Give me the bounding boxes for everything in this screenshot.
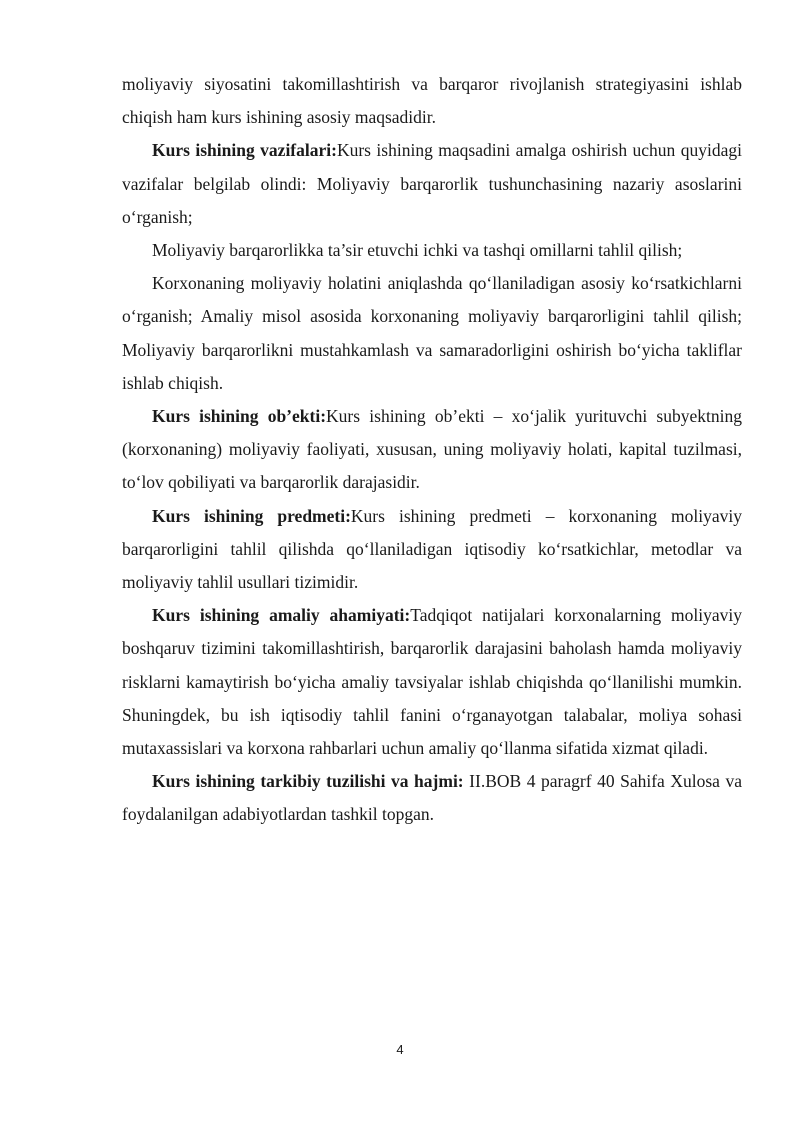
paragraph-subject <box>122 500 742 600</box>
paragraph-text: II.BOB 4 paragrf 40 Sahifa Xulosa va foydalanilgan adabiyotlardan tashkil topgan. <box>122 771 742 825</box>
paragraph-text: Tadqiqot natijalari korxonalarning moliyaviy boshqaruv tizimini takomillashtirish, barqarorlik darajasini baholash hamda moliyaviy risklarni kamaytirish bo‘yicha amaliy tavsiyalar ishlab chiqishda qo‘llanilishi mumkin. Shuningdek, bu ish iqtisodiy tahlil fanini o‘rganayotgan talabalar, moliya sohasi mutaxassislari va korxona rahbarlari uchun amaliy qo‘llanma sifatida xizmat qiladi. <box>122 605 743 759</box>
paragraph-heading: Kurs ishining amaliy ahamiyati: <box>152 605 411 626</box>
paragraph-practical-significance <box>122 599 742 765</box>
paragraph-text: moliyaviy siyosatini takomillashtirish va barqaror rivojlanish strategiyasini ishlab chiqish ham kurs ishining asosiy maqsadidir. <box>122 74 742 128</box>
paragraph-object <box>122 400 742 500</box>
paragraph-intro-continuation <box>122 68 742 134</box>
paragraph-task-indicators <box>122 267 742 400</box>
paragraph-heading: Kurs ishining ob’ekti: <box>152 406 327 427</box>
paragraph-heading: Kurs ishining vazifalari: <box>152 140 337 161</box>
paragraph-heading: Kurs ishining predmeti: <box>152 505 351 526</box>
paragraph-text: Korxonaning moliyaviy holatini aniqlashda qo‘llaniladigan asosiy ko‘rsatkichlarni o‘rganish; Amaliy misol asosida korxonaning moliyaviy barqarorligini tahlil qilish; Moliyaviy barqarorlikni mustahkamlash va samaradorligini oshirish bo‘yicha takliflar ishlab chiqish. <box>122 273 742 393</box>
paragraph-text: Kurs ishining ob’ekti – xo‘jalik yurituvchi subyektning (korxonaning) moliyaviy faoliyati, xususan, uning moliyaviy holati, kapital tuzilmasi, to‘lov qobiliyati va barqarorlik darajasidir. <box>122 406 742 493</box>
paragraph-text: Moliyaviy barqarorlikka ta’sir etuvchi ichki va tashqi omillarni tahlil qilish; <box>152 240 683 261</box>
paragraph-tasks <box>122 134 742 234</box>
document-page <box>122 68 742 832</box>
paragraph-text: Kurs ishining maqsadini amalga oshirish uchun quyidagi vazifalar belgilab olindi: Moliyaviy barqarorlik tushunchasining nazariy asoslarini o‘rganish; <box>122 140 742 227</box>
paragraph-task-factors <box>122 234 742 267</box>
paragraph-heading: Kurs ishining tarkibiy tuzilishi va hajmi: <box>152 771 464 792</box>
paragraph-text: Kurs ishining predmeti – korxonaning moliyaviy barqarorligini tahlil qilishda qo‘llaniladigan iqtisodiy ko‘rsatkichlar, metodlar va moliyaviy tahlil usullari tizimidir. <box>122 505 742 593</box>
page-number: 4 <box>396 1042 404 1057</box>
paragraph-structure <box>122 765 742 831</box>
